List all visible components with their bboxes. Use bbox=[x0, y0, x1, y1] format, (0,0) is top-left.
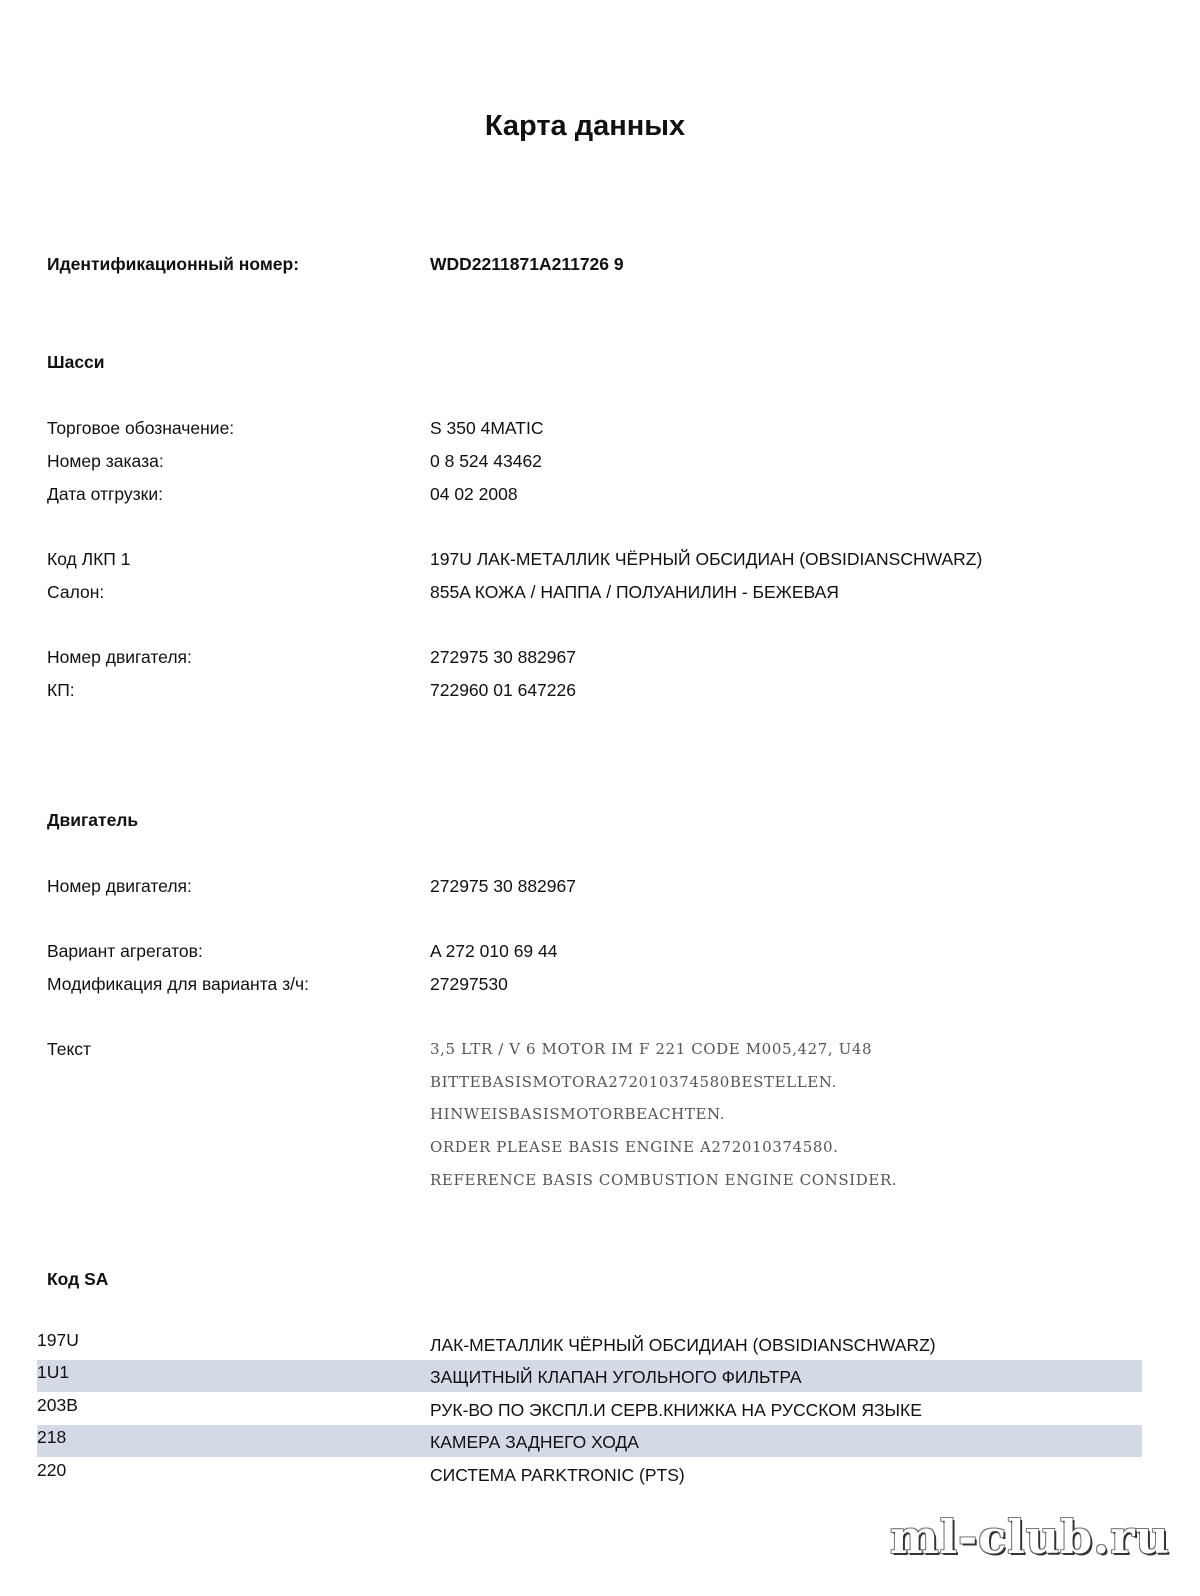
sa-row bbox=[37, 1458, 1142, 1490]
ship-date-row bbox=[47, 481, 1167, 507]
order-no-label: Номер заказа: bbox=[47, 451, 164, 471]
variant-value: A 272 010 69 44 bbox=[430, 941, 558, 961]
mod-label: Модификация для варианта з/ч: bbox=[47, 974, 309, 994]
sa-heading: Код SA bbox=[47, 1269, 109, 1289]
watermark: ml-club.ru bbox=[889, 1510, 1170, 1564]
sa-code: 1U1 bbox=[37, 1362, 70, 1382]
paint-row bbox=[47, 546, 1167, 572]
vin-row bbox=[47, 251, 1167, 277]
sa-code: 203B bbox=[37, 1395, 78, 1415]
text-line: BITTEBASISMOTORA272010374580BESTELLEN. bbox=[430, 1073, 837, 1091]
chassis-engine-no-row bbox=[47, 644, 1167, 670]
paint-label: Код ЛКП 1 bbox=[47, 549, 131, 569]
interior-label: Салон: bbox=[47, 582, 105, 602]
sa-row bbox=[37, 1360, 1142, 1392]
vin-label: Идентификационный номер: bbox=[47, 254, 300, 274]
sa-desc: РУК-ВО ПО ЭКСПЛ.И СЕРВ.КНИЖКА НА РУССКОМ ЯЗЫКЕ bbox=[430, 1400, 922, 1420]
engine-no-row bbox=[47, 873, 1167, 899]
mod-row bbox=[47, 971, 1167, 997]
text-label: Текст bbox=[47, 1039, 92, 1059]
interior-value: 855A КОЖА / НАППА / ПОЛУАНИЛИН - БЕЖЕВАЯ bbox=[430, 582, 839, 602]
sa-desc: СИСТЕМА PARKTRONIC (PTS) bbox=[430, 1465, 685, 1485]
engine-no-value: 272975 30 882967 bbox=[430, 876, 576, 896]
chassis-heading: Шасси bbox=[47, 352, 105, 372]
sa-row bbox=[37, 1425, 1142, 1457]
page-title: Карта данных bbox=[484, 110, 686, 142]
trade-name-value: S 350 4MATIC bbox=[430, 418, 544, 438]
trade-name-label: Торговое обозначение: bbox=[47, 418, 235, 438]
interior-row bbox=[47, 579, 1167, 605]
vin-value: WDD2211871A211726 9 bbox=[430, 254, 624, 274]
sa-code: 218 bbox=[37, 1427, 67, 1447]
text-line: HINWEISBASISMOTORBEACHTEN. bbox=[430, 1105, 726, 1123]
variant-label: Вариант агрегатов: bbox=[47, 941, 203, 961]
gearbox-row bbox=[47, 677, 1167, 703]
engine-heading: Двигатель bbox=[47, 810, 139, 830]
gearbox-value: 722960 01 647226 bbox=[430, 680, 576, 700]
text-line: REFERENCE BASIS COMBUSTION ENGINE CONSIDER. bbox=[430, 1171, 898, 1189]
ship-date-value: 04 02 2008 bbox=[430, 484, 518, 504]
sa-desc: КАМЕРА ЗАДНЕГО ХОДА bbox=[430, 1432, 639, 1452]
engine-no-label: Номер двигателя: bbox=[47, 876, 192, 896]
text-line: 3,5 LTR / V 6 MOTOR IM F 221 CODE M005,427, U48 bbox=[430, 1040, 873, 1058]
sa-code: 197U bbox=[37, 1330, 79, 1350]
engine-no-value: 272975 30 882967 bbox=[430, 647, 576, 667]
sa-desc: ЗАЩИТНЫЙ КЛАПАН УГОЛЬНОГО ФИЛЬТРА bbox=[430, 1367, 802, 1387]
paint-value: 197U ЛАК-МЕТАЛЛИК ЧЁРНЫЙ ОБСИДИАН (OBSIDIANSCHWARZ) bbox=[430, 549, 983, 569]
variant-row bbox=[47, 938, 1167, 964]
sa-row bbox=[37, 1328, 1142, 1360]
text-line: ORDER PLEASE BASIS ENGINE A272010374580. bbox=[430, 1138, 839, 1156]
order-no-value: 0 8 524 43462 bbox=[430, 451, 542, 471]
gearbox-label: КП: bbox=[47, 680, 75, 700]
mod-value: 27297530 bbox=[430, 974, 508, 994]
engine-no-label: Номер двигателя: bbox=[47, 647, 192, 667]
sa-row bbox=[37, 1393, 1142, 1425]
ship-date-label: Дата отгрузки: bbox=[47, 484, 163, 504]
sa-desc: ЛАК-МЕТАЛЛИК ЧЁРНЫЙ ОБСИДИАН (OBSIDIANSCHWARZ) bbox=[430, 1335, 936, 1355]
sa-code: 220 bbox=[37, 1460, 67, 1480]
order-no-row bbox=[47, 448, 1167, 474]
trade-name-row bbox=[47, 415, 1167, 441]
